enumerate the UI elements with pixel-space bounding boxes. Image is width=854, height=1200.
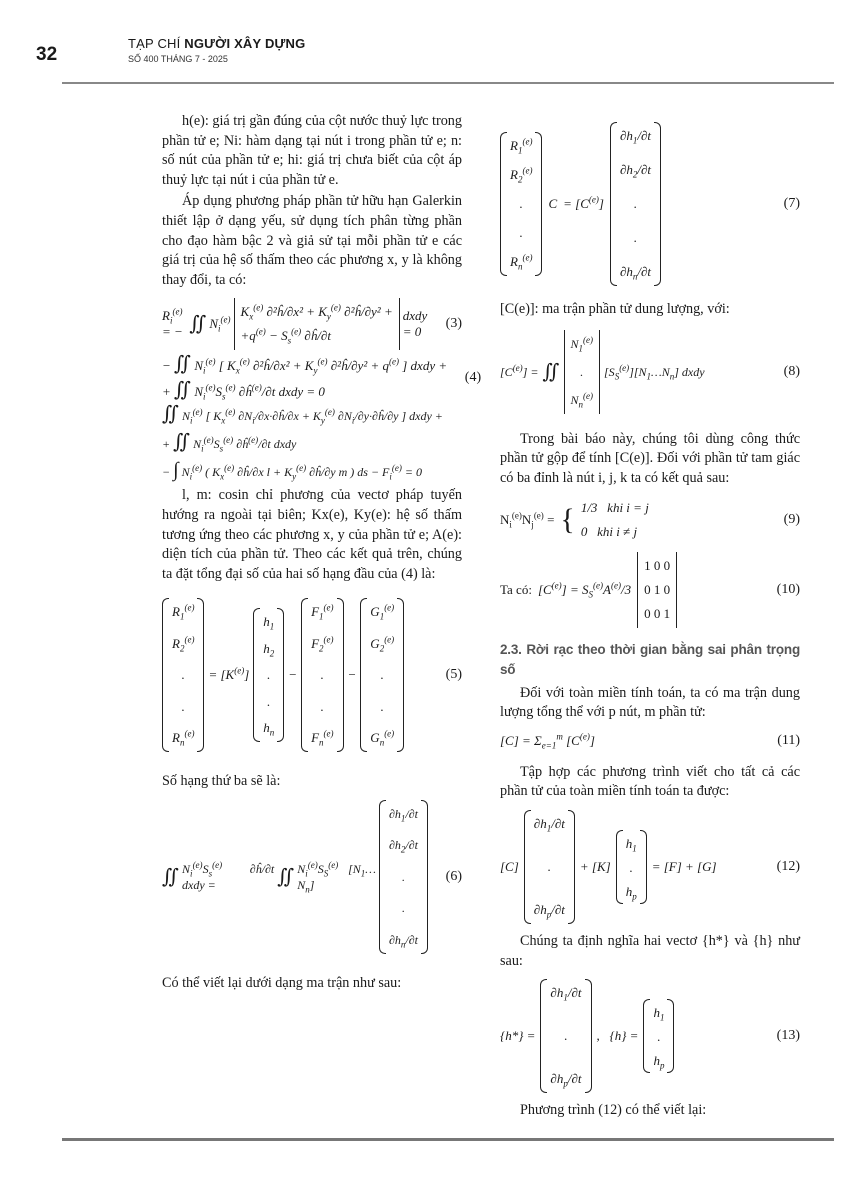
equation-number-5: (5)	[445, 667, 462, 683]
right-paragraph-2: Trong bài báo này, chúng tôi dùng công thức phần tử gộp để tính [C(e)]. Đối với phần tử tam giác có ba đỉnh là nút i, j, k ta có kết quả sau:	[500, 430, 800, 486]
equation-6: ∬ $N_i^{(e)}S_s^{(e)}$ ∂ĥ/∂t dxdy = ∬ $N_i^{(e)}S_S^{(e)}$ $[N_1\dots N_n]$ $\partial h_1/\partial t$ $\partial h_2/\partial t$ . . $\partial h_n/\partial t$ (6)	[162, 800, 462, 954]
equation-number-13: (13)	[776, 1028, 800, 1044]
right-paragraph-4: Đối với toàn miền tính toán, ta có ma trận dung lượng tổng thể với p nút, m phần tử:	[500, 684, 800, 721]
ta-co-label: Ta có:	[500, 582, 532, 598]
equation-number-8: (8)	[783, 363, 800, 379]
equation-12: [C] $\partial h_1/\partial t$ . $\partial h_p/\partial t$ + [K] $h_1$ . $h_p$ = [F] + [G] (12)	[500, 810, 800, 924]
equation-4: − ∬ $N_i^{(e)}$ [ $K_x^{(e)}$ ∂²ĥ/∂x² + $K_y^{(e)}$ ∂²ĥ/∂y² + $q^{(e)}$ ] dxdy + + ∬ $N_i^{(e)}S_s^{(e)}$ $\partial ĥ^{(e)}/\partial t$ dxdy = 0 (4)	[162, 353, 482, 402]
journal-title	[128, 36, 305, 51]
header-rule	[62, 82, 834, 84]
left-paragraph-4: Số hạng thứ ba sẽ là:	[162, 773, 281, 790]
footer-rule	[62, 1138, 834, 1141]
equation-7: $R_1^{(e)}$ $R_2^{(e)}$ . . $R_n^{(e)}$ C = $[C^{(e)}]$ $\partial h_1/\partial t$ $\partial h_2/\partial t$ . . $\partial h_n/\partial t$ (7)	[500, 122, 800, 286]
section-heading: 2.3. Rời rạc theo thời gian bằng sai phân trọng số	[500, 642, 800, 677]
right-column	[500, 122, 800, 1123]
equation-number-3: (3)	[445, 316, 462, 332]
left-paragraph-1: h(e): giá trị gần đúng của cột nước thuỷ lực trong phần tử e; Ni: hàm dạng tại nút i trong phần tử e; n: số nút của phần tử e; hi: giá trị chưa biết của cột áp thuỷ lực tại nút i của phần tử e.	[162, 113, 462, 188]
equation-number-10: (10)	[776, 582, 800, 598]
equation-number-11: (11)	[777, 732, 800, 748]
left-paragraph-3: l, m: cosin chỉ phương của vectơ pháp tuyến hướng ra ngoài tại biên; Kx(e), Ky(e): hệ số thấm tương ứng theo các phương x, y của phần tử e; A(e): diện tích của phần tử. Theo các kết quả trên, chúng ta đặt tổng đại số của hai số hạng đầu của (4) là:	[162, 487, 462, 582]
equation-4-expanded: ∬ $N_i^{(e)}$ [ $K_x^{(e)}$ $\partial N_i/\partial x\cdot\partial ĥ/\partial x + K_y^{(e)}$ $\partial N_i/\partial y\cdot\partial ĥ/\partial y$ ] dxdy + + ∬ $N_i^{(e)}S_s^{(e)}$ $\partial ĥ^{(e)}/\partial t$ dxdy − ∫ $N_i^{(e)}$ ( $K_x^{(e)}$ ∂ĥ/∂x $l + K_y^{(e)}$ ∂ĥ/∂y m ) ds − $F_i^{(e)} = 0$	[162, 403, 443, 482]
equation-number-4: (4)	[464, 370, 482, 386]
equation-13: {h*} = $\partial h_1/\partial t$ . $\partial h_p/\partial t$ , {h} = $h_1$ . $h_p$ (13)	[500, 979, 800, 1093]
right-paragraph-5: Tập hợp các phương trình viết cho tất cả các phần tử của toàn miền tính toán ta được:	[500, 763, 800, 800]
equation-9: $N_i^{(e)}N_j^{(e)}$ = { 1/3 khi i = j 0 khi i ≠ j (9)	[500, 500, 800, 540]
journal-prefix: TẠP CHÍ	[128, 36, 181, 51]
equation-number-12: (12)	[776, 858, 800, 874]
equation-5: $R_1^{(e)}$ $R_2^{(e)}$ . . $R_n^{(e)}$ = $[K^{(e)}]$ $h_1$ $h_2$ . . $h_n$ − $F_1^{(e)}$ $F_2^{(e)}$ . . $F_n^{(e)}$ − $G_1^{(e)}$ $G_2^{(e)}$ . . $G_n^{(e)}$ (5)	[162, 598, 462, 752]
equation-number-7: (7)	[783, 196, 800, 211]
equation-11: $[C] = \Sigma_{e=1}^m$ $[C^{(e)}]$ (11)	[500, 731, 800, 751]
equation-number-9: (9)	[783, 512, 800, 528]
journal-name: NGƯỜI XÂY DỰNG	[184, 36, 306, 51]
left-paragraph-5: Có thể viết lại dưới dạng ma trận như sau:	[162, 974, 402, 991]
issue-info: SỐ 400 THÁNG 7 - 2025	[128, 54, 228, 64]
right-paragraph-1: [C(e)]: ma trận phần tử dung lượng, với:	[500, 301, 730, 317]
right-paragraph-7: Phương trình (12) có thể viết lại:	[520, 1102, 707, 1119]
left-column	[162, 112, 482, 996]
right-paragraph-6: Chúng ta định nghĩa hai vectơ {h*} và {h} như sau:	[500, 932, 800, 969]
left-paragraph-2: Áp dụng phương pháp phần tử hữu hạn Galerkin thiết lập ở dạng yếu, sử dụng tích phân từng phần cho đạo hàm bậc 2 và giả sử tại mỗi phần tử e các giá trị của hệ số thấm theo các phương x, y là không thay đổi, ta có:	[162, 193, 462, 288]
equation-3: $R_i^{(e)}$ = − ∬ $N_i^{(e)}$ $K_x^{(e)}$ ∂²ĥ/∂x² + $K_y^{(e)}$ ∂²ĥ/∂y² + $+q^{(e)} - S_s^{(e)}$ ∂ĥ/∂t dxdy = 0 (3)	[162, 298, 462, 350]
equation-number-6: (6)	[445, 868, 462, 884]
equation-10: Ta có: $[C^{(e)}] = S_S^{(e)}A^{(e)}/3$ 1 0 0 0 1 0 0 0 1 (10)	[500, 552, 800, 628]
page-number: 32	[36, 44, 58, 65]
equation-8: $[C^{(e)}]$ = ∬ $N_1^{(e)}$ . $N_n^{(e)}$ $[S_S^{(e)}][N_1\dots N_n]$ dxdy (8)	[500, 330, 800, 414]
